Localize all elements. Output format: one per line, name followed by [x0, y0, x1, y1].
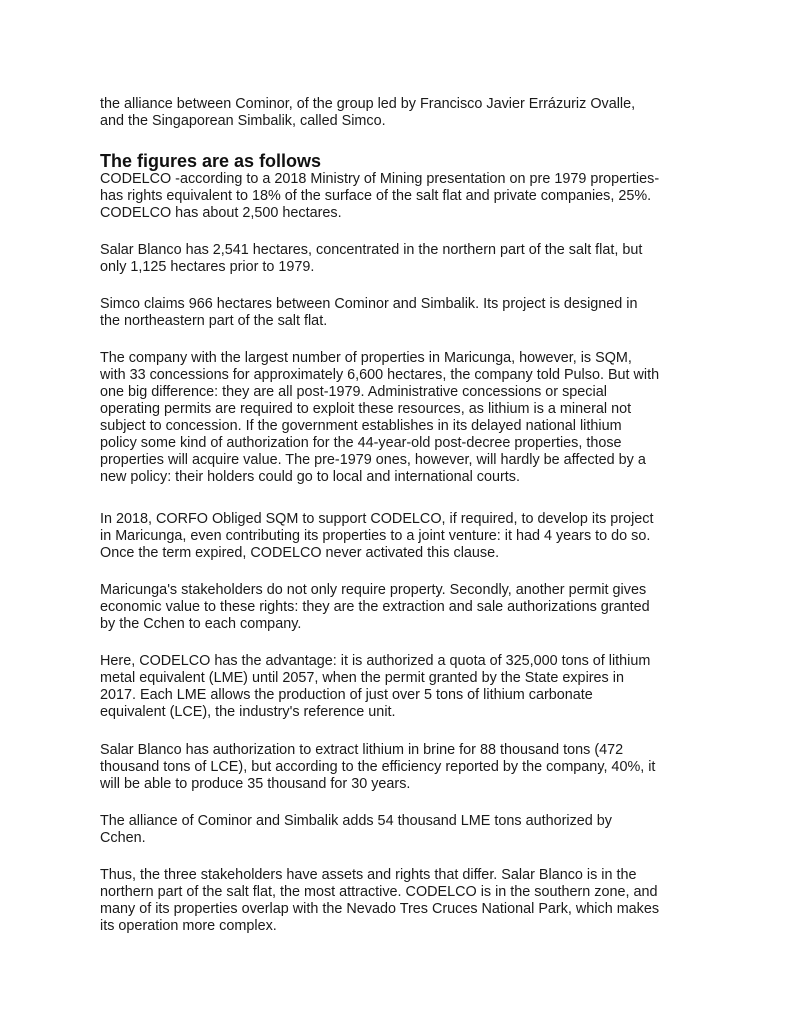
text-line: thousand tons of LCE), but according to the efficiency reported by the company, 40%, it: [100, 759, 656, 775]
text-line: properties will acquire value. The pre-1979 ones, however, will hardly be affected by a: [100, 452, 646, 468]
text-line: equivalent (LCE), the industry's reference unit.: [100, 704, 396, 720]
text-line: and the Singaporean Simbalik, called Simco.: [100, 113, 386, 129]
section-heading: The figures are as follows: [100, 151, 322, 171]
text-line: will be able to produce 35 thousand for 30 years.: [100, 776, 411, 792]
text-line: only 1,125 hectares prior to 1979.: [100, 259, 315, 275]
text-line: operating permits are required to exploit these resources, as lithium is a mineral not: [100, 401, 632, 417]
text-line: economic value to these rights: they are the extraction and sale authorizations granted: [100, 599, 650, 615]
text-line: the alliance between Cominor, of the group led by Francisco Javier Errázuriz Ovalle,: [100, 96, 636, 112]
text-line: Salar Blanco has 2,541 hectares, concentrated in the northern part of the salt flat, but: [100, 242, 643, 258]
text-line: many of its properties overlap with the Nevado Tres Cruces National Park, which makes: [100, 901, 660, 917]
text-line: Once the term expired, CODELCO never activated this clause.: [100, 545, 500, 561]
text-line: Salar Blanco has authorization to extract lithium in brine for 88 thousand tons (472: [100, 742, 624, 758]
text-line: metal equivalent (LME) until 2057, when the permit granted by the State expires in: [100, 670, 624, 686]
text-line: northern part of the salt flat, the most attractive. CODELCO is in the southern zone, and: [100, 884, 658, 900]
text-line: Here, CODELCO has the advantage: it is authorized a quota of 325,000 tons of lithium: [100, 653, 651, 669]
text-line: 2017. Each LME allows the production of just over 5 tons of lithium carbonate: [100, 687, 593, 703]
text-line: one big difference: they are all post-1979. Administrative concessions or special: [100, 384, 607, 400]
text-line: its operation more complex.: [100, 918, 277, 934]
text-line: The company with the largest number of properties in Maricunga, however, is SQM,: [100, 350, 632, 366]
text-line: subject to concession. If the government establishes in its delayed national lithium: [100, 418, 622, 434]
text-line: has rights equivalent to 18% of the surface of the salt flat and private companies, 25%.: [100, 188, 652, 204]
text-line: by the Cchen to each company.: [100, 616, 302, 632]
text-line: in Maricunga, even contributing its properties to a joint venture: it had 4 years to do so.: [100, 528, 651, 544]
text-line: CODELCO -according to a 2018 Ministry of Mining presentation on pre 1979 properties-: [100, 171, 660, 187]
text-line: with 33 concessions for approximately 6,600 hectares, the company told Pulso. But with: [100, 367, 660, 383]
text-line: Maricunga's stakeholders do not only require property. Secondly, another permit gives: [100, 582, 647, 598]
text-line: CODELCO has about 2,500 hectares.: [100, 205, 342, 221]
text-line: Simco claims 966 hectares between Cominor and Simbalik. Its project is designed in: [100, 296, 638, 312]
text-line: new policy: their holders could go to local and international courts.: [100, 469, 520, 485]
text-line: the northeastern part of the salt flat.: [100, 313, 328, 329]
text-line: Cchen.: [100, 830, 146, 846]
text-line: The alliance of Cominor and Simbalik adds 54 thousand LME tons authorized by: [100, 813, 612, 829]
text-line: policy some kind of authorization for the 44-year-old post-decree properties, those: [100, 435, 622, 451]
text-line: In 2018, CORFO Obliged SQM to support CODELCO, if required, to develop its project: [100, 511, 654, 527]
text-line: Thus, the three stakeholders have assets and rights that differ. Salar Blanco is in the: [100, 867, 637, 883]
